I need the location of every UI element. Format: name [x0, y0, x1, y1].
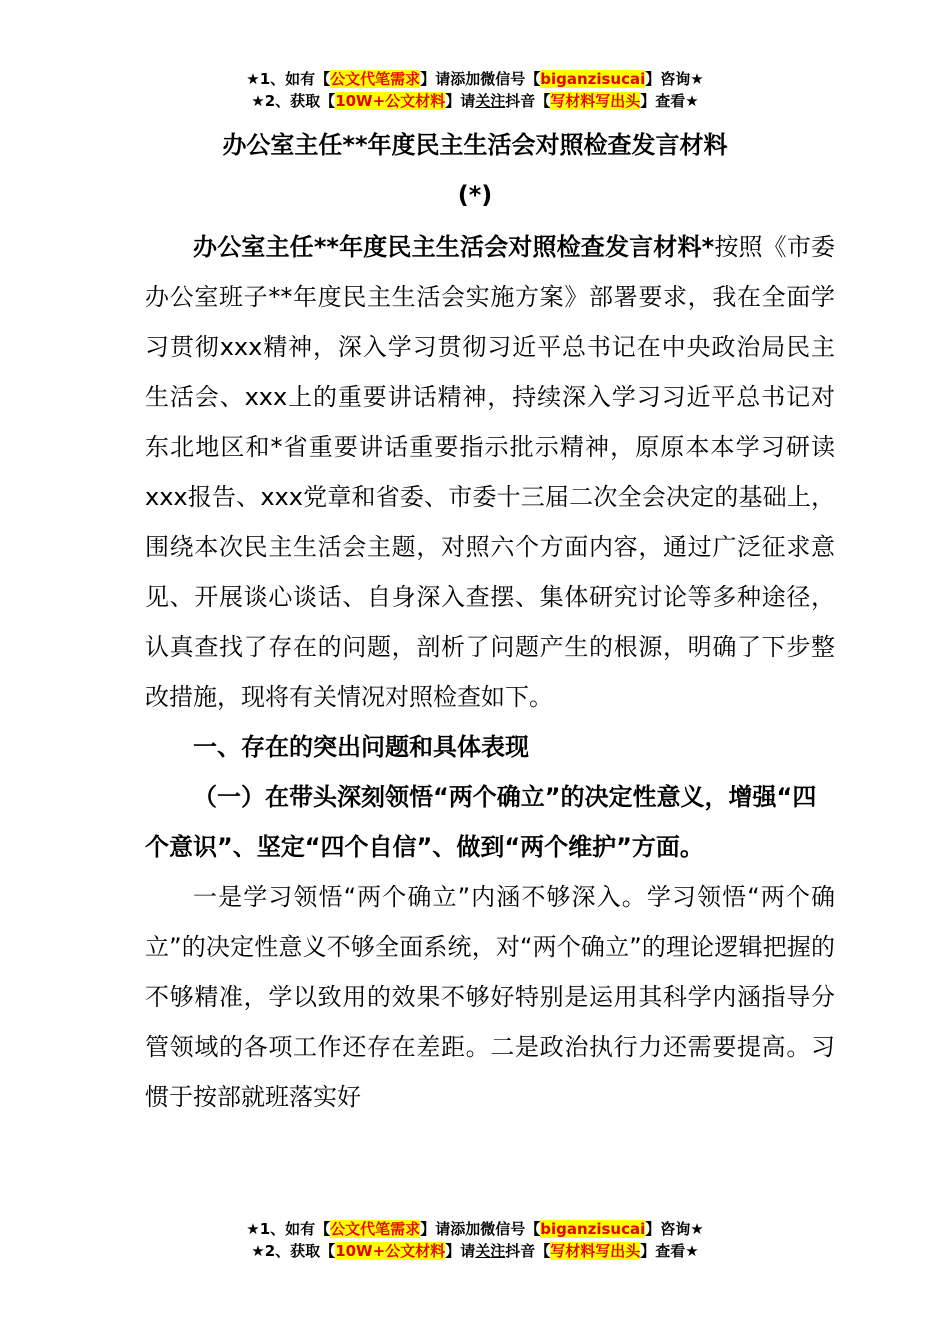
promo-text: 】查看★ [640, 1242, 699, 1260]
subsection-heading-1: （一）在带头深刻领悟“两个确立”的决定性意义，增强“四个意识”、坚定“四个自信”、做到“两个维护”方面。 [145, 783, 817, 861]
promo-text: 抖音【 [505, 92, 551, 110]
promo-banner-bottom [0, 1218, 950, 1262]
document-subtitle: (*) [457, 181, 493, 209]
promo-highlight-materials: 10W+公文材料 [335, 92, 446, 110]
promo-highlight-service: 公文代笔需求 [330, 1220, 421, 1238]
intro-bold-lead: 办公室主任**年度民主生活会对照检查发言材料* [193, 233, 715, 261]
promo-text: ★2、获取【 [251, 92, 336, 110]
promo-text: 抖音【 [505, 1242, 551, 1260]
promo-underlined-follow: 关注 [475, 1242, 506, 1260]
promo-highlight-douyin: 写材料写出头 [550, 92, 641, 110]
promo-text: 】咨询★ [645, 70, 704, 88]
promo-text: 】请添加微信号【 [420, 1220, 541, 1238]
promo-text: ★1、如有【 [246, 1220, 331, 1238]
promo-highlight-materials: 10W+公文材料 [335, 1242, 446, 1260]
promo-line-1 [0, 1218, 950, 1240]
promo-highlight-service: 公文代笔需求 [330, 70, 421, 88]
promo-line-2 [0, 90, 950, 112]
document-body [145, 222, 835, 1122]
promo-text: 】请 [445, 92, 476, 110]
promo-line-2 [0, 1240, 950, 1262]
promo-highlight-douyin: 写材料写出头 [550, 1242, 641, 1260]
promo-text: ★2、获取【 [251, 1242, 336, 1260]
promo-highlight-wechat: biganzisucai [540, 1220, 646, 1238]
promo-text: 】咨询★ [645, 1220, 704, 1238]
intro-text: 按照《市委办公室班子**年度民主生活会实施方案》部署要求，我在全面学习贯彻xxx精神，深入学习贯彻习近平总书记在中央政治局民主生活会、xxx上的重要讲话精神，持续深入学习习近平总书记对东北地区和*省重要讲话重要指示批示精神，原原本本学习研读xxx报告、xxx党章和省委、市委十三届二次全会决定的基础上，围绕本次民主生活会主题，对照六个方面内容，通过广泛征求意见、开展谈心谈话、自身深入查摆、集体研究讨论等多种途径，认真查找了存在的问题，剖析了问题产生的根源，明确了下步整改措施，现将有关情况对照检查如下。 [145, 233, 836, 711]
body-paragraph-1: 一是学习领悟“两个确立”内涵不够深入。学习领悟“两个确立”的决定性意义不够全面系统，对“两个确立”的理论逻辑把握的不够精准，学以致用的效果不够好特别是运用其科学内涵指导分管领域的各项工作还存在差距。二是政治执行力还需要提高。习惯于按部就班落实好 [145, 883, 835, 1111]
intro-paragraph [145, 222, 835, 722]
document-title: 办公室主任**年度民主生活会对照检查发言材料 [222, 131, 728, 159]
promo-text: ★1、如有【 [246, 70, 331, 88]
promo-underlined-follow: 关注 [475, 92, 506, 110]
promo-line-1 [0, 68, 950, 90]
promo-text: 】查看★ [640, 92, 699, 110]
promo-banner-top [0, 68, 950, 112]
promo-text: 】请添加微信号【 [420, 70, 541, 88]
promo-text: 】请 [445, 1242, 476, 1260]
section-heading-1: 一、存在的突出问题和具体表现 [193, 733, 529, 761]
promo-highlight-wechat: biganzisucai [540, 70, 646, 88]
